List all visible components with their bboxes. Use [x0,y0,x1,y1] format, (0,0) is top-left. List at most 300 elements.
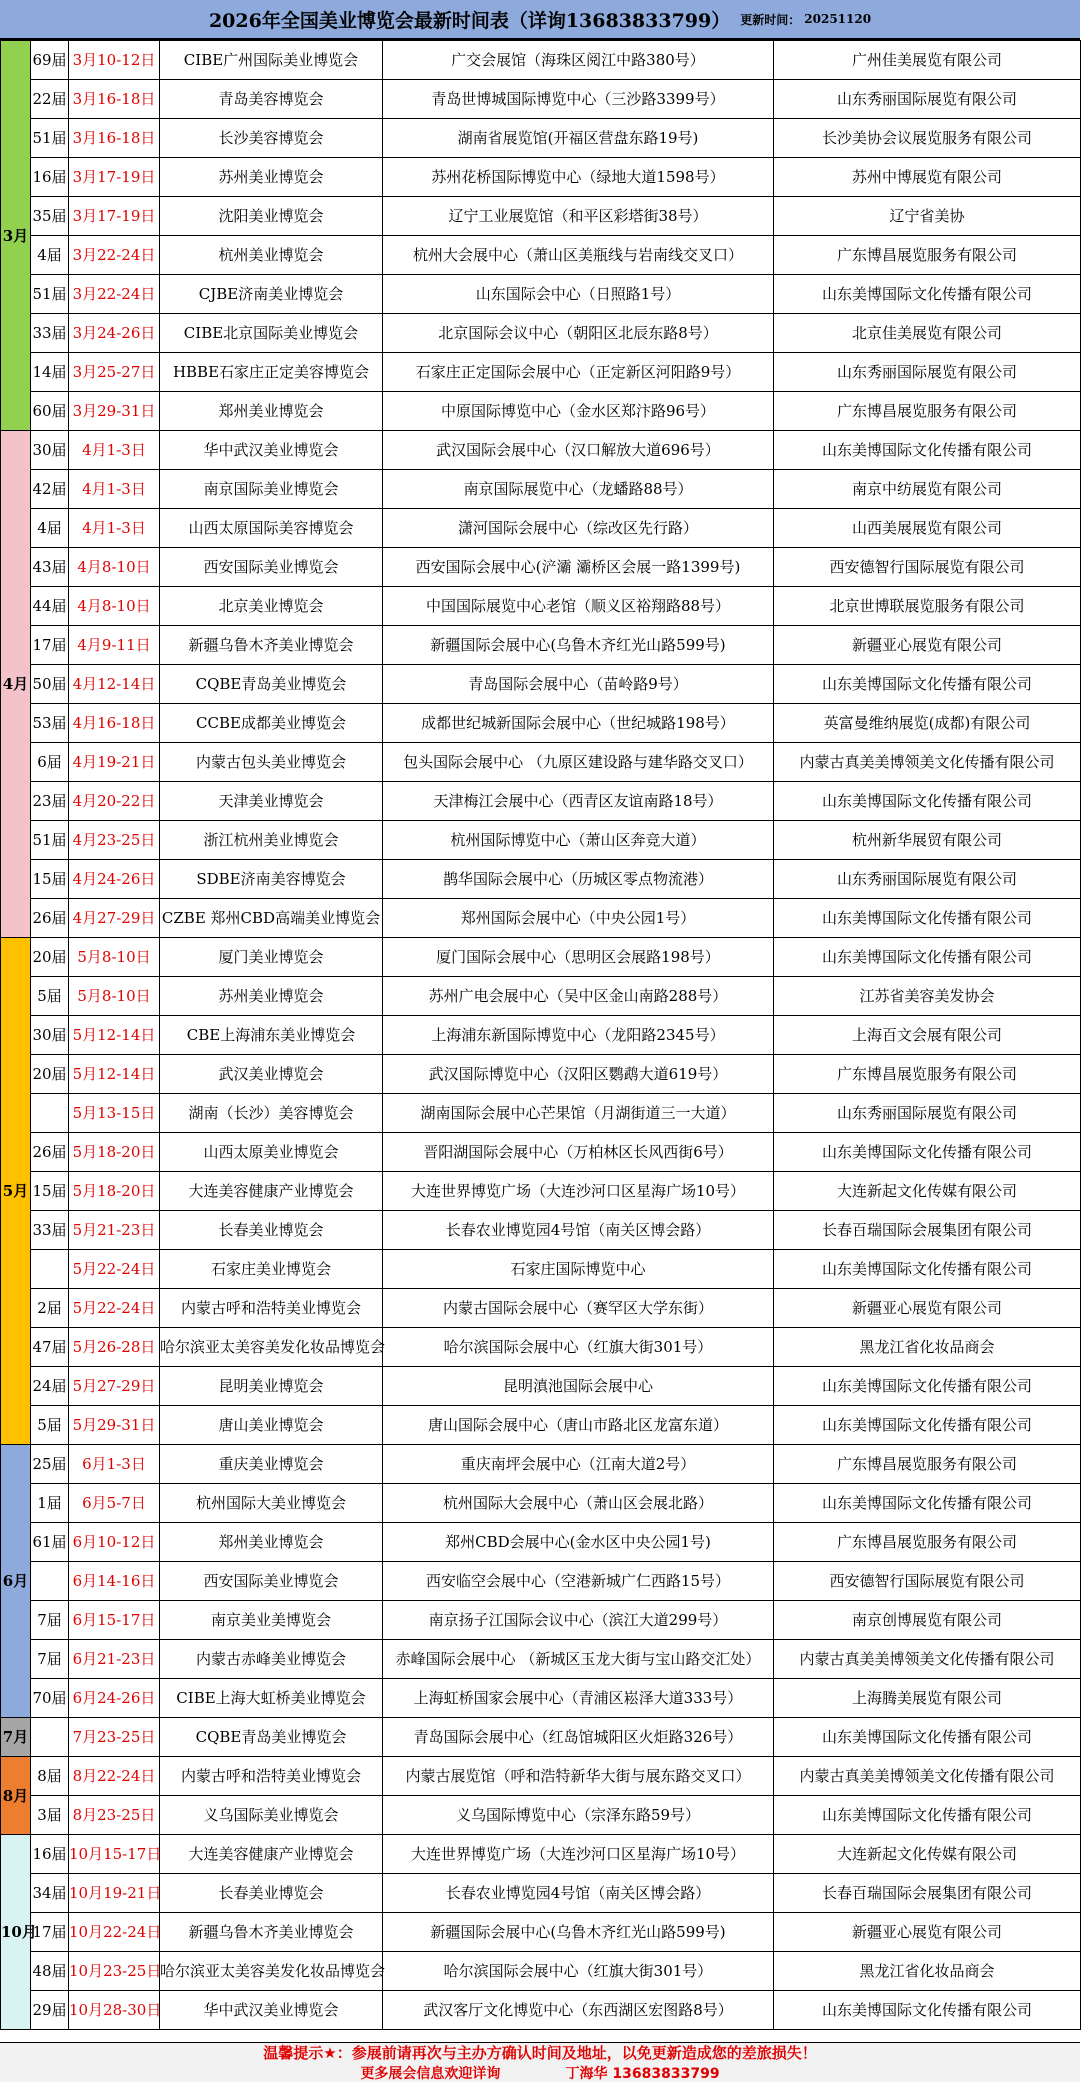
session-cell: 47届 [31,1328,69,1367]
venue-cell: 上海浦东新国际博览中心（龙阳路2345号） [383,1016,774,1055]
dates-cell: 10月28-30日 [69,1991,160,2030]
table-row [1,509,1081,548]
organizer-cell: 山东美博国际文化传播有限公司 [774,1991,1081,2030]
session-cell: 8届 [31,1757,69,1796]
venue-cell: 哈尔滨国际会展中心（红旗大街301号） [383,1952,774,1991]
venue-cell: 重庆南坪会展中心（江南大道2号） [383,1445,774,1484]
expo-name-cell: 内蒙古呼和浩特美业博览会 [160,1289,383,1328]
session-cell: 26届 [31,899,69,938]
table-row [1,470,1081,509]
venue-cell: 杭州国际大会展中心（萧山区会展北路） [383,1484,774,1523]
session-cell: 4届 [31,509,69,548]
organizer-cell: 南京中纺展览有限公司 [774,470,1081,509]
dates-cell: 3月17-19日 [69,197,160,236]
dates-cell: 7月23-25日 [69,1718,160,1757]
update-label: 更新时间： [740,12,801,27]
organizer-cell: 广东博昌展览服务有限公司 [774,1055,1081,1094]
session-cell: 24届 [31,1367,69,1406]
venue-cell: 哈尔滨国际会展中心（红旗大街301号） [383,1328,774,1367]
expo-name-cell: 南京国际美业博览会 [160,470,383,509]
venue-cell: 天津梅江会展中心（西青区友谊南路18号） [383,782,774,821]
session-cell: 25届 [31,1445,69,1484]
venue-cell: 郑州国际会展中心（中央公园1号） [383,899,774,938]
session-cell: 6届 [31,743,69,782]
venue-cell: 青岛国际会展中心（红岛馆城阳区火炬路326号） [383,1718,774,1757]
table-row [1,1328,1081,1367]
dates-cell: 3月22-24日 [69,236,160,275]
venue-cell: 新疆国际会展中心(乌鲁木齐红光山路599号) [383,1913,774,1952]
expo-name-cell: 长春美业博览会 [160,1211,383,1250]
update-date: 20251120 [804,12,872,26]
expo-name-cell: 郑州美业博览会 [160,392,383,431]
dates-cell: 6月21-23日 [69,1640,160,1679]
table-row [1,977,1081,1016]
organizer-cell: 内蒙古真美美博领美文化传播有限公司 [774,743,1081,782]
organizer-cell: 西安德智行国际展览有限公司 [774,548,1081,587]
expo-name-cell: CJBE济南美业博览会 [160,275,383,314]
expo-name-cell: 苏州美业博览会 [160,977,383,1016]
expo-name-cell: 西安国际美业博览会 [160,1562,383,1601]
session-cell: 43届 [31,548,69,587]
expo-name-cell: 昆明美业博览会 [160,1367,383,1406]
venue-cell: 成都世纪城新国际会展中心（世纪城路198号） [383,704,774,743]
organizer-cell: 大连新起文化传媒有限公司 [774,1835,1081,1874]
dates-cell: 8月22-24日 [69,1757,160,1796]
venue-cell: 上海虹桥国家会展中心（青浦区崧泽大道333号） [383,1679,774,1718]
expo-name-cell: SDBE济南美容博览会 [160,860,383,899]
expo-name-cell: 郑州美业博览会 [160,1523,383,1562]
table-row [1,1874,1081,1913]
dates-cell: 5月27-29日 [69,1367,160,1406]
venue-cell: 山东国际会中心（日照路1号） [383,275,774,314]
organizer-cell: 山东美博国际文化传播有限公司 [774,431,1081,470]
table-row [1,1016,1081,1055]
venue-cell: 石家庄国际博览中心 [383,1250,774,1289]
session-cell: 5届 [31,977,69,1016]
organizer-cell: 杭州新华展贸有限公司 [774,821,1081,860]
session-cell: 44届 [31,587,69,626]
expo-name-cell: 武汉美业博览会 [160,1055,383,1094]
table-row [1,899,1081,938]
table-row [1,353,1081,392]
expo-name-cell: 山西太原国际美容博览会 [160,509,383,548]
organizer-cell: 苏州中博展览有限公司 [774,158,1081,197]
venue-cell: 杭州大会展中心（萧山区美瓶线与岩南线交叉口） [383,236,774,275]
table-row [1,1445,1081,1484]
expo-name-cell: 华中武汉美业博览会 [160,1991,383,2030]
dates-cell: 10月15-17日 [69,1835,160,1874]
table-row [1,392,1081,431]
month-label: 3月 [1,41,31,431]
table-row [1,704,1081,743]
expo-name-cell: 内蒙古赤峰美业博览会 [160,1640,383,1679]
dates-cell: 4月1-3日 [69,431,160,470]
expo-name-cell: 南京美业美博览会 [160,1601,383,1640]
dates-cell: 3月24-26日 [69,314,160,353]
expo-name-cell: 浙江杭州美业博览会 [160,821,383,860]
dates-cell: 3月16-18日 [69,119,160,158]
month-label: 4月 [1,431,31,938]
organizer-cell: 广东博昌展览服务有限公司 [774,1523,1081,1562]
month-label: 7月 [1,1718,31,1757]
venue-cell: 北京国际会议中心（朝阳区北辰东路8号） [383,314,774,353]
table-row [1,1289,1081,1328]
table-row [1,1640,1081,1679]
dates-cell: 6月15-17日 [69,1601,160,1640]
expo-name-cell: 沈阳美业博览会 [160,197,383,236]
session-cell [31,1718,69,1757]
session-cell [31,1562,69,1601]
venue-cell: 青岛国际会展中心（苗岭路9号） [383,665,774,704]
table-row [1,80,1081,119]
venue-cell: 武汉国际博览中心（汉阳区鹦鹉大道619号） [383,1055,774,1094]
expo-name-cell: 杭州国际大美业博览会 [160,1484,383,1523]
expo-name-cell: 新疆乌鲁木齐美业博览会 [160,1913,383,1952]
expo-name-cell: 北京美业博览会 [160,587,383,626]
venue-cell: 郑州CBD会展中心(金水区中央公园1号) [383,1523,774,1562]
organizer-cell: 山东秀丽国际展览有限公司 [774,353,1081,392]
session-cell: 35届 [31,197,69,236]
dates-cell: 6月14-16日 [69,1562,160,1601]
dates-cell: 3月16-18日 [69,80,160,119]
organizer-cell: 英富曼维纳展览(成都)有限公司 [774,704,1081,743]
table-row [1,1367,1081,1406]
dates-cell: 4月9-11日 [69,626,160,665]
expo-name-cell: 大连美容健康产业博览会 [160,1172,383,1211]
session-cell: 51届 [31,119,69,158]
session-cell: 69届 [31,41,69,80]
dates-cell: 5月12-14日 [69,1016,160,1055]
expo-name-cell: 长沙美容博览会 [160,119,383,158]
table-row [1,1718,1081,1757]
table-row [1,821,1081,860]
session-cell: 34届 [31,1874,69,1913]
session-cell: 20届 [31,1055,69,1094]
table-row [1,1406,1081,1445]
table-row [1,1484,1081,1523]
organizer-cell: 山东美博国际文化传播有限公司 [774,665,1081,704]
venue-cell: 苏州花桥国际博览中心（绿地大道1598号） [383,158,774,197]
venue-cell: 新疆国际会展中心(乌鲁木齐红光山路599号) [383,626,774,665]
table-row [1,1991,1081,2030]
expo-name-cell: 内蒙古包头美业博览会 [160,743,383,782]
venue-cell: 苏州广电会展中心（吴中区金山南路288号） [383,977,774,1016]
expo-name-cell: 大连美容健康产业博览会 [160,1835,383,1874]
dates-cell: 5月21-23日 [69,1211,160,1250]
table-row [1,1562,1081,1601]
dates-cell: 10月23-25日 [69,1952,160,1991]
page-title: 2026年全国美业博览会最新时间表（详询13683833799） [208,9,731,32]
month-label: 6月 [1,1445,31,1718]
dates-cell: 5月18-20日 [69,1172,160,1211]
table-row [1,782,1081,821]
dates-cell: 8月23-25日 [69,1796,160,1835]
table-row [1,197,1081,236]
venue-cell: 杭州国际博览中心（萧山区奔竞大道） [383,821,774,860]
session-cell: 14届 [31,353,69,392]
dates-cell: 3月10-12日 [69,41,160,80]
session-cell: 17届 [31,1913,69,1952]
dates-cell: 4月24-26日 [69,860,160,899]
dates-cell: 4月8-10日 [69,587,160,626]
organizer-cell: 内蒙古真美美博领美文化传播有限公司 [774,1757,1081,1796]
venue-cell: 晋阳湖国际会展中心（万柏林区长风西街6号） [383,1133,774,1172]
footer-more-info: 更多展会信息欢迎详询 [360,2066,501,2082]
table-row [1,275,1081,314]
organizer-cell: 长春百瑞国际会展集团有限公司 [774,1874,1081,1913]
table-row [1,938,1081,977]
venue-cell: 中国国际展览中心老馆（顺义区裕翔路88号） [383,587,774,626]
session-cell [31,1094,69,1133]
dates-cell: 4月1-3日 [69,509,160,548]
expo-name-cell: CIBE广州国际美业博览会 [160,41,383,80]
table-row [1,119,1081,158]
session-cell: 51届 [31,821,69,860]
organizer-cell: 广州佳美展览有限公司 [774,41,1081,80]
venue-cell: 南京国际展览中心（龙蟠路88号） [383,470,774,509]
dates-cell: 3月29-31日 [69,392,160,431]
session-cell: 51届 [31,275,69,314]
venue-cell: 大连世界博览广场（大连沙河口区星海广场10号） [383,1835,774,1874]
expo-name-cell: 苏州美业博览会 [160,158,383,197]
venue-cell: 辽宁工业展览馆（和平区彩塔街38号） [383,197,774,236]
dates-cell: 3月17-19日 [69,158,160,197]
dates-cell: 3月22-24日 [69,275,160,314]
organizer-cell: 上海腾美展览有限公司 [774,1679,1081,1718]
dates-cell: 5月22-24日 [69,1289,160,1328]
table-row [1,1523,1081,1562]
venue-cell: 包头国际会展中心 （九原区建设路与建华路交叉口） [383,743,774,782]
table-row [1,665,1081,704]
dates-cell: 5月8-10日 [69,977,160,1016]
expo-schedule-table [0,40,1081,2030]
expo-name-cell: CIBE上海大虹桥美业博览会 [160,1679,383,1718]
session-cell: 7届 [31,1640,69,1679]
dates-cell: 4月19-21日 [69,743,160,782]
dates-cell: 5月29-31日 [69,1406,160,1445]
venue-cell: 西安临空会展中心（空港新城广仁西路15号） [383,1562,774,1601]
organizer-cell: 山东美博国际文化传播有限公司 [774,782,1081,821]
venue-cell: 大连世界博览广场（大连沙河口区星海广场10号） [383,1172,774,1211]
table-row [1,1796,1081,1835]
session-cell: 30届 [31,1016,69,1055]
table-row [1,1211,1081,1250]
organizer-cell: 新疆亚心展览有限公司 [774,626,1081,665]
table-row [1,1952,1081,1991]
organizer-cell: 广东博昌展览服务有限公司 [774,392,1081,431]
organizer-cell: 山东美博国际文化传播有限公司 [774,1484,1081,1523]
session-cell: 22届 [31,80,69,119]
expo-name-cell: 重庆美业博览会 [160,1445,383,1484]
expo-name-cell: CQBE青岛美业博览会 [160,665,383,704]
expo-name-cell: CBE上海浦东美业博览会 [160,1016,383,1055]
venue-cell: 昆明滇池国际会展中心 [383,1367,774,1406]
organizer-cell: 上海百文会展有限公司 [774,1016,1081,1055]
session-cell [31,1250,69,1289]
dates-cell: 6月5-7日 [69,1484,160,1523]
table-row [1,158,1081,197]
venue-cell: 武汉国际会展中心（汉口解放大道696号） [383,431,774,470]
organizer-cell: 新疆亚心展览有限公司 [774,1913,1081,1952]
expo-name-cell: 新疆乌鲁木齐美业博览会 [160,626,383,665]
expo-name-cell: 杭州美业博览会 [160,236,383,275]
organizer-cell: 黑龙江省化妆品商会 [774,1328,1081,1367]
session-cell: 1届 [31,1484,69,1523]
venue-cell: 青岛世博城国际博览中心（三沙路3399号） [383,80,774,119]
organizer-cell: 南京创博展览有限公司 [774,1601,1081,1640]
footer-contact: 丁海华 13683833799 [565,2066,720,2082]
session-cell: 5届 [31,1406,69,1445]
dates-cell: 4月27-29日 [69,899,160,938]
dates-cell: 10月19-21日 [69,1874,160,1913]
expo-name-cell: 唐山美业博览会 [160,1406,383,1445]
session-cell: 50届 [31,665,69,704]
dates-cell: 5月12-14日 [69,1055,160,1094]
table-row [1,1679,1081,1718]
venue-cell: 湖南国际会展中心芒果馆（月湖街道三一大道） [383,1094,774,1133]
dates-cell: 5月13-15日 [69,1094,160,1133]
table-row [1,1172,1081,1211]
organizer-cell: 广东博昌展览服务有限公司 [774,236,1081,275]
table-row [1,1913,1081,1952]
venue-cell: 南京扬子江国际会议中心（滨江大道299号） [383,1601,774,1640]
table-row [1,743,1081,782]
organizer-cell: 北京世博联展览服务有限公司 [774,587,1081,626]
expo-name-cell: 湖南（长沙）美容博览会 [160,1094,383,1133]
footer-notice: 温馨提示★：参展前请再次与主办方确认时间及地址，以免更新造成您的差旅损失！ [263,2044,817,2062]
venue-cell: 武汉客厅文化博览中心（东西湖区宏图路8号） [383,1991,774,2030]
dates-cell: 4月12-14日 [69,665,160,704]
organizer-cell: 西安德智行国际展览有限公司 [774,1562,1081,1601]
table-row [1,548,1081,587]
expo-name-cell: 天津美业博览会 [160,782,383,821]
table-row [1,1133,1081,1172]
venue-cell: 湖南省展览馆(开福区营盘东路19号) [383,119,774,158]
venue-cell: 广交会展馆（海珠区阅江中路380号） [383,41,774,80]
session-cell: 2届 [31,1289,69,1328]
session-cell: 7届 [31,1601,69,1640]
dates-cell: 5月8-10日 [69,938,160,977]
dates-cell: 3月25-27日 [69,353,160,392]
organizer-cell: 黑龙江省化妆品商会 [774,1952,1081,1991]
dates-cell: 5月26-28日 [69,1328,160,1367]
session-cell: 4届 [31,236,69,275]
organizer-cell: 山东美博国际文化传播有限公司 [774,1406,1081,1445]
session-cell: 61届 [31,1523,69,1562]
venue-cell: 内蒙古国际会展中心（赛罕区大学东街） [383,1289,774,1328]
session-cell: 33届 [31,314,69,353]
dates-cell: 4月1-3日 [69,470,160,509]
expo-name-cell: 义乌国际美业博览会 [160,1796,383,1835]
organizer-cell: 长沙美协会议展览服务有限公司 [774,119,1081,158]
expo-name-cell: CZBE 郑州CBD高端美业博览会 [160,899,383,938]
organizer-cell: 长春百瑞国际会展集团有限公司 [774,1211,1081,1250]
table-row [1,860,1081,899]
session-cell: 15届 [31,860,69,899]
month-label: 10月 [1,1835,31,2030]
title-bar [0,0,1080,40]
session-cell: 3届 [31,1796,69,1835]
organizer-cell: 山东美博国际文化传播有限公司 [774,1133,1081,1172]
session-cell: 16届 [31,158,69,197]
session-cell: 17届 [31,626,69,665]
session-cell: 42届 [31,470,69,509]
expo-name-cell: 哈尔滨亚太美容美发化妆品博览会 [160,1952,383,1991]
session-cell: 33届 [31,1211,69,1250]
venue-cell: 厦门国际会展中心（思明区会展路198号） [383,938,774,977]
table-row [1,1094,1081,1133]
venue-cell: 长春农业博览园4号馆（南关区博会路） [383,1211,774,1250]
expo-name-cell: 华中武汉美业博览会 [160,431,383,470]
table-row [1,1250,1081,1289]
organizer-cell: 新疆亚心展览有限公司 [774,1289,1081,1328]
table-row [1,431,1081,470]
month-label: 5月 [1,938,31,1445]
venue-cell: 赤峰国际会展中心 （新城区玉龙大街与宝山路交汇处） [383,1640,774,1679]
venue-cell: 潇河国际会展中心（综改区先行路） [383,509,774,548]
expo-name-cell: CIBE北京国际美业博览会 [160,314,383,353]
expo-name-cell: HBBE石家庄正定美容博览会 [160,353,383,392]
expo-name-cell: CQBE青岛美业博览会 [160,1718,383,1757]
table-row [1,1757,1081,1796]
session-cell: 20届 [31,938,69,977]
organizer-cell: 江苏省美容美发协会 [774,977,1081,1016]
venue-cell: 西安国际会展中心(浐灞 灞桥区会展一路1399号) [383,548,774,587]
session-cell: 48届 [31,1952,69,1991]
dates-cell: 5月22-24日 [69,1250,160,1289]
expo-name-cell: 长春美业博览会 [160,1874,383,1913]
organizer-cell: 山东秀丽国际展览有限公司 [774,1094,1081,1133]
organizer-cell: 辽宁省美协 [774,197,1081,236]
table-row [1,626,1081,665]
dates-cell: 6月10-12日 [69,1523,160,1562]
organizer-cell: 山东美博国际文化传播有限公司 [774,275,1081,314]
table-row [1,1055,1081,1094]
organizer-cell: 山东秀丽国际展览有限公司 [774,860,1081,899]
organizer-cell: 大连新起文化传媒有限公司 [774,1172,1081,1211]
organizer-cell: 内蒙古真美美博领美文化传播有限公司 [774,1640,1081,1679]
expo-name-cell: 西安国际美业博览会 [160,548,383,587]
expo-name-cell: 山西太原美业博览会 [160,1133,383,1172]
organizer-cell: 山东美博国际文化传播有限公司 [774,899,1081,938]
session-cell: 53届 [31,704,69,743]
venue-cell: 中原国际博览中心（金水区郑汴路96号） [383,392,774,431]
organizer-cell: 广东博昌展览服务有限公司 [774,1445,1081,1484]
session-cell: 26届 [31,1133,69,1172]
organizer-cell: 山东秀丽国际展览有限公司 [774,80,1081,119]
expo-name-cell: 内蒙古呼和浩特美业博览会 [160,1757,383,1796]
expo-name-cell: 石家庄美业博览会 [160,1250,383,1289]
table-row [1,41,1081,80]
dates-cell: 6月1-3日 [69,1445,160,1484]
venue-cell: 唐山国际会展中心（唐山市路北区龙富东道） [383,1406,774,1445]
session-cell: 15届 [31,1172,69,1211]
organizer-cell: 北京佳美展览有限公司 [774,314,1081,353]
venue-cell: 内蒙古展览馆（呼和浩特新华大街与展东路交叉口） [383,1757,774,1796]
organizer-cell: 山东美博国际文化传播有限公司 [774,1250,1081,1289]
table-row [1,236,1081,275]
organizer-cell: 山西美展展览有限公司 [774,509,1081,548]
table-row [1,314,1081,353]
session-cell: 60届 [31,392,69,431]
dates-cell: 4月20-22日 [69,782,160,821]
dates-cell: 4月16-18日 [69,704,160,743]
expo-name-cell: 哈尔滨亚太美容美发化妆品博览会 [160,1328,383,1367]
table-row [1,587,1081,626]
venue-cell: 义乌国际博览中心（宗泽东路59号） [383,1796,774,1835]
expo-name-cell: CCBE成都美业博览会 [160,704,383,743]
organizer-cell: 山东美博国际文化传播有限公司 [774,1718,1081,1757]
